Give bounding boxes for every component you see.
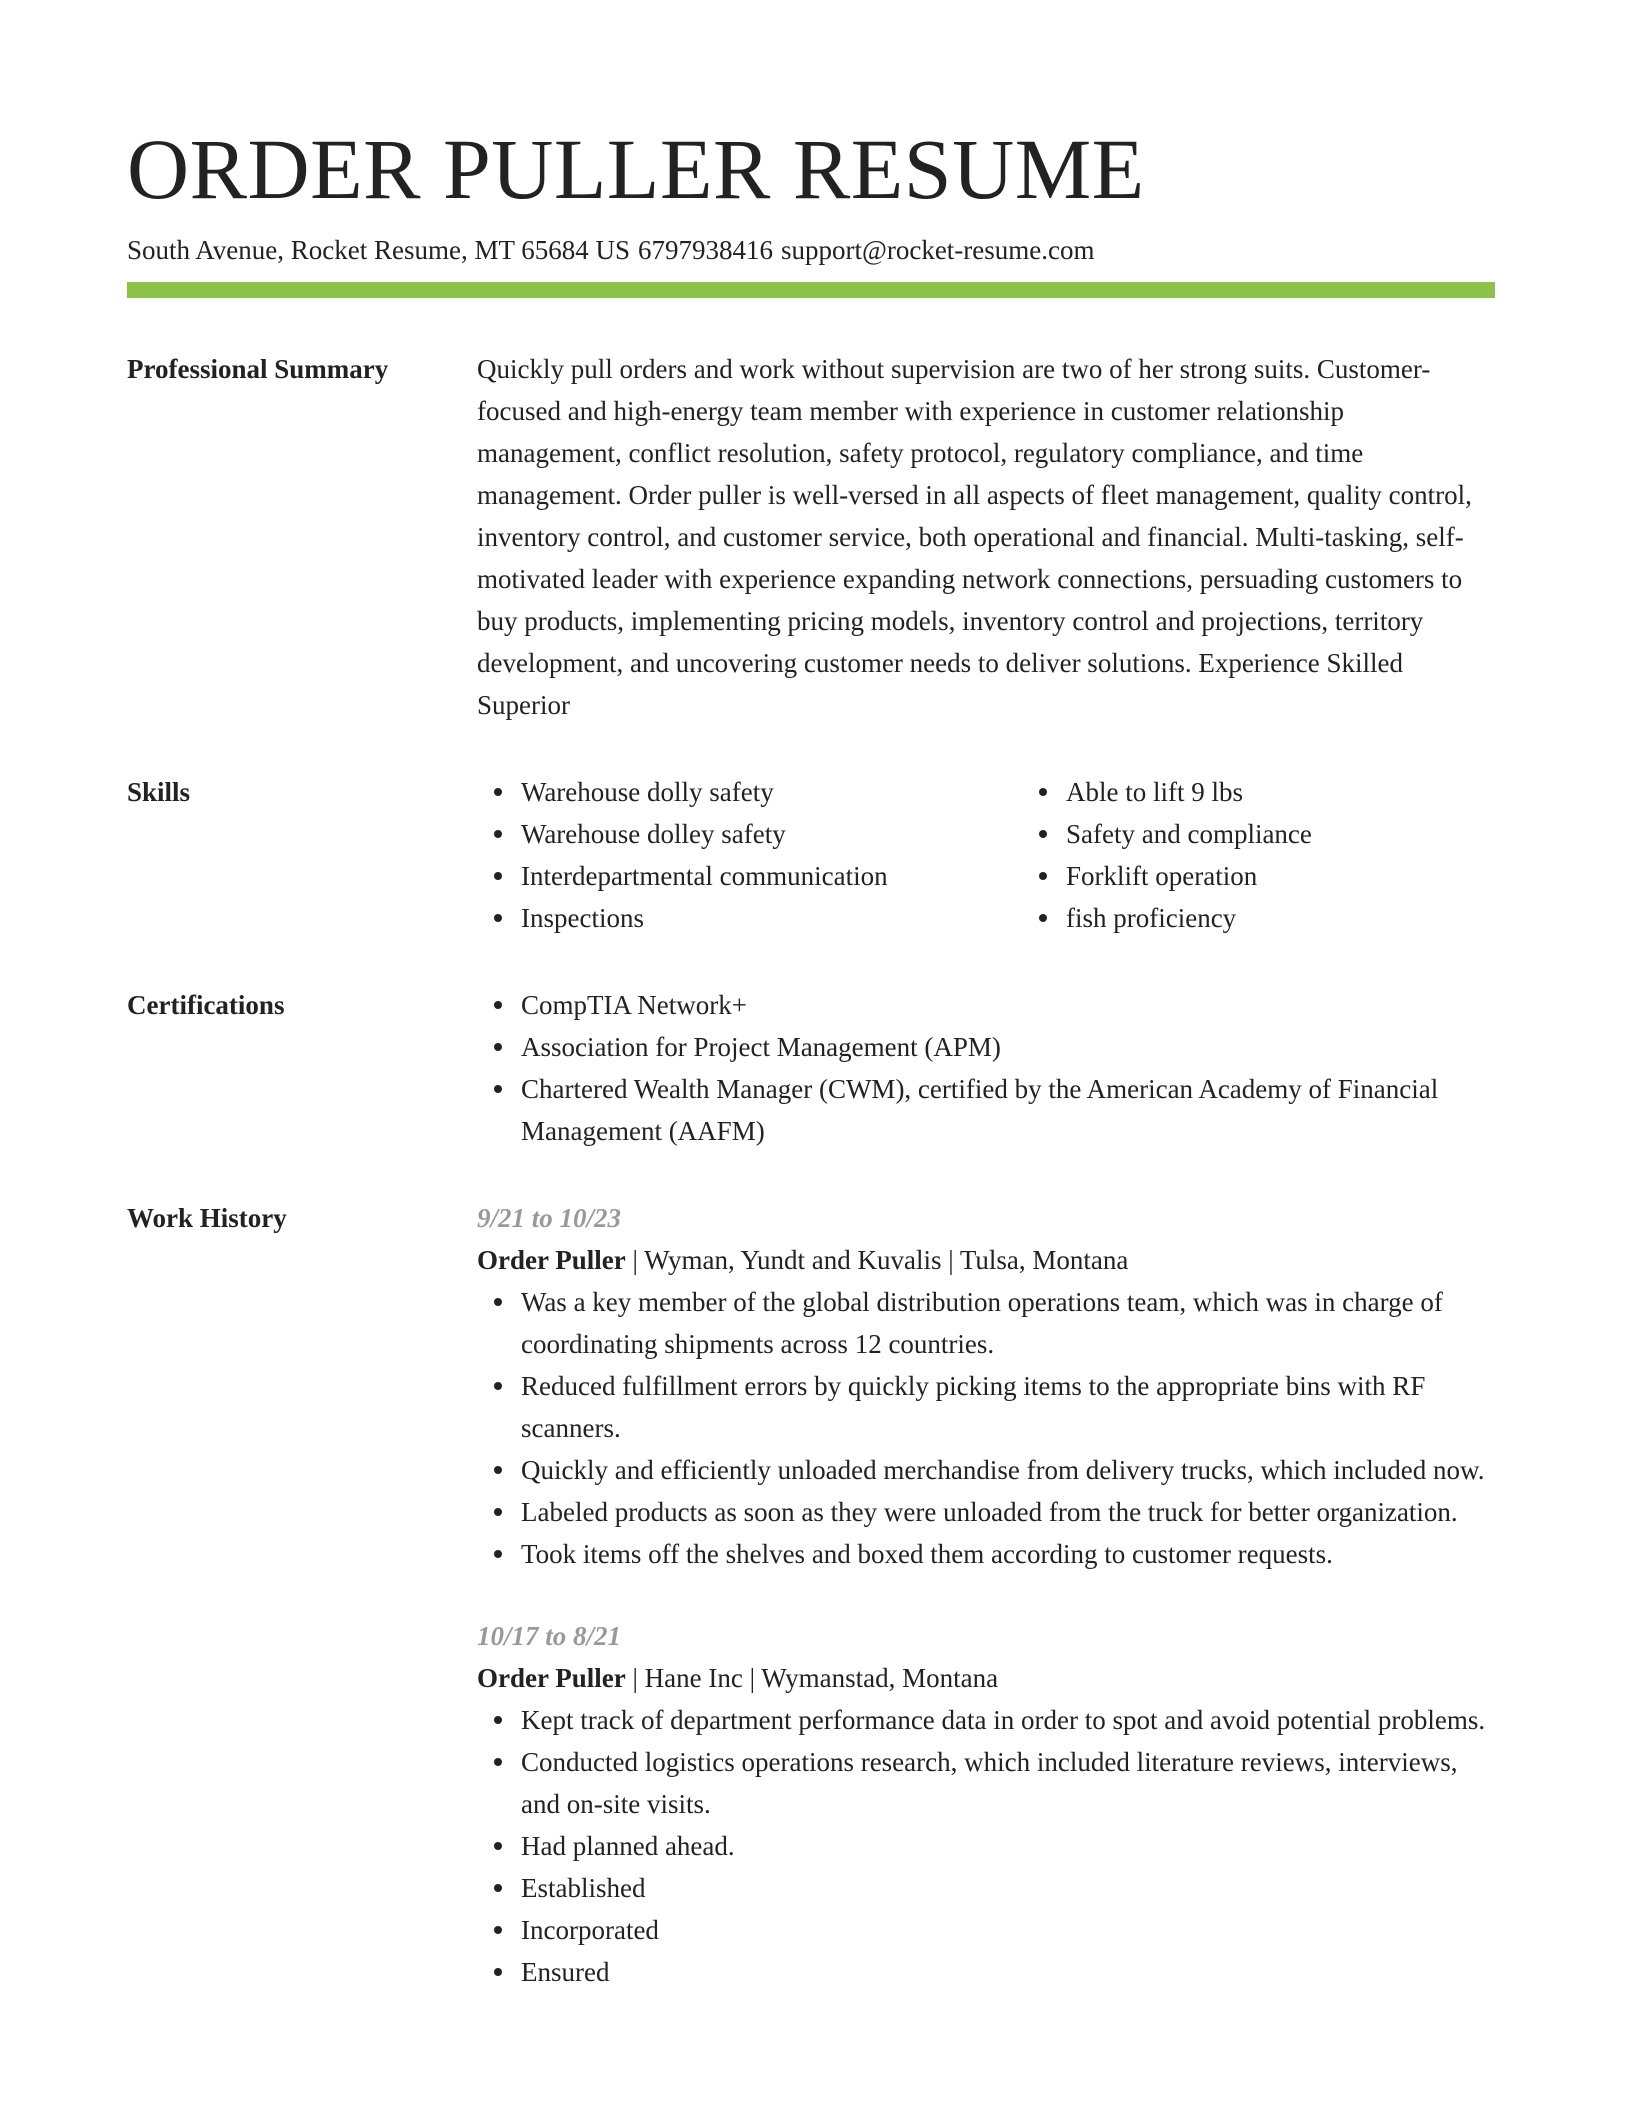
skill-item: Warehouse dolly safety <box>521 771 1022 813</box>
job-bullet: Quickly and efficiently unloaded merchandise from delivery trucks, which included now. <box>521 1449 1495 1491</box>
job-bullet: Ensured <box>521 1951 1495 1993</box>
skill-item: fish proficiency <box>1066 897 1567 939</box>
job-bullet: Conducted logistics operations research, which included literature reviews, interviews, and on-site visits. <box>521 1741 1495 1825</box>
job-bullet: Kept track of department performance data in order to spot and avoid potential problems. <box>521 1699 1495 1741</box>
summary-text: Quickly pull orders and work without supervision are two of her strong suits. Customer-focused and high-energy team member with experience in customer relationship management, conflict resolution, safety protocol, regulatory compliance, and time management. Order puller is well-versed in all aspects of fleet management, quality control, inventory control, and customer service, both operational and financial. Multi-tasking, self-motivated leader with experience expanding network connections, persuading customers to buy products, implementing pricing models, inventory control and projections, territory development, and uncovering customer needs to deliver solutions. Experience Skilled Superior <box>477 354 1472 720</box>
accent-divider <box>127 282 1495 298</box>
skill-item: Warehouse dolley safety <box>521 813 1022 855</box>
job-bullet: Labeled products as soon as they were unloaded from the truck for better organization. <box>521 1491 1495 1533</box>
skills-list-right <box>1022 771 1567 939</box>
certifications-heading: Certifications <box>127 990 285 1020</box>
job-entry <box>477 1615 1495 1993</box>
job-bullet: Reduced fulfillment errors by quickly picking items to the appropriate bins with RF scanners. <box>521 1365 1495 1449</box>
job-entry <box>477 1197 1495 1575</box>
skill-item: Interdepartmental communication <box>521 855 1022 897</box>
skill-item: Inspections <box>521 897 1022 939</box>
job-title: Order Puller <box>477 1245 626 1275</box>
job-dates: 10/17 to 8/21 <box>477 1621 622 1651</box>
certifications-list <box>477 984 1495 1152</box>
skills-list-left <box>477 771 1022 939</box>
contact-line <box>127 232 1632 268</box>
job-details: | Wyman, Yundt and Kuvalis | Tulsa, Montana <box>625 1245 1129 1275</box>
skills-section <box>127 771 1495 939</box>
job-title: Order Puller <box>477 1663 626 1693</box>
certification-item: Chartered Wealth Manager (CWM), certified by the American Academy of Financial Management (AAFM) <box>521 1068 1495 1152</box>
work-history-heading: Work History <box>127 1203 287 1233</box>
job-bullet: Established <box>521 1867 1495 1909</box>
work-history-section <box>127 1197 1495 2033</box>
skill-item: Forklift operation <box>1066 855 1567 897</box>
skill-item: Safety and compliance <box>1066 813 1567 855</box>
skills-grid <box>477 771 1495 939</box>
certification-item: CompTIA Network+ <box>521 984 1495 1026</box>
certification-item: Association for Project Management (APM) <box>521 1026 1495 1068</box>
job-bullets <box>477 1281 1495 1575</box>
job-dates: 9/21 to 10/23 <box>477 1203 622 1233</box>
summary-heading: Professional Summary <box>127 354 389 384</box>
skills-heading: Skills <box>127 777 191 807</box>
contact-phone: 6797938416 <box>637 235 773 265</box>
job-bullet: Incorporated <box>521 1909 1495 1951</box>
skill-item: Able to lift 9 lbs <box>1066 771 1567 813</box>
job-title-line <box>477 1239 1495 1281</box>
resume-title: ORDER PULLER RESUME <box>127 121 1145 217</box>
contact-email: support@rocket-resume.com <box>780 235 1095 265</box>
job-details: | Hane Inc | Wymanstad, Montana <box>625 1663 999 1693</box>
job-bullet: Had planned ahead. <box>521 1825 1495 1867</box>
job-bullet: Was a key member of the global distribution operations team, which was in charge of coordinating shipments across 12 countries. <box>521 1281 1495 1365</box>
summary-section <box>127 348 1495 726</box>
contact-address: South Avenue, Rocket Resume, MT 65684 US <box>127 235 630 265</box>
certifications-section <box>127 984 1495 1152</box>
job-bullet: Took items off the shelves and boxed them according to customer requests. <box>521 1533 1495 1575</box>
job-bullets <box>477 1699 1495 1993</box>
job-title-line <box>477 1657 1495 1699</box>
